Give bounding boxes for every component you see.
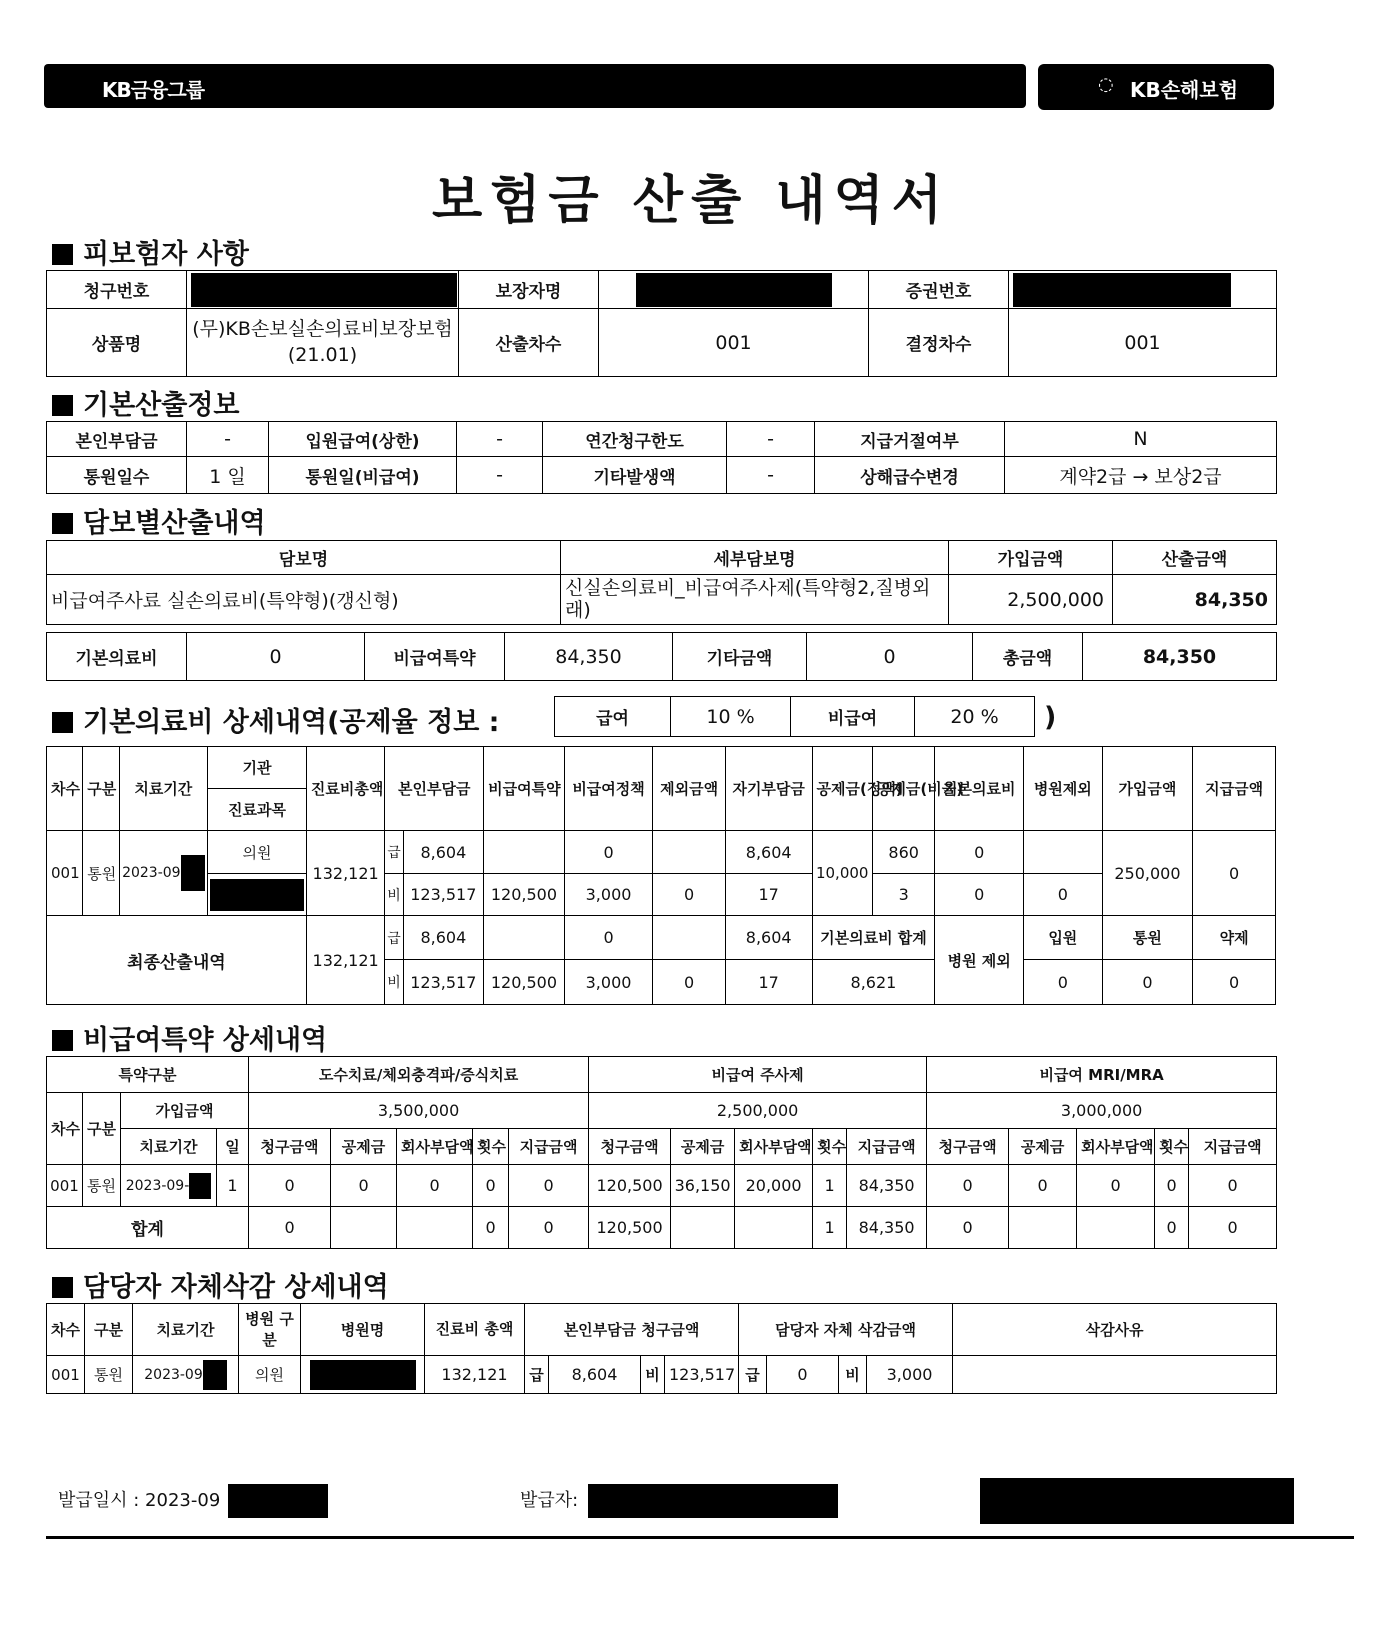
redaction [228, 1484, 328, 1518]
policy-no-label: 증권번호 [869, 271, 1009, 309]
bm-header: 기본의료비 [935, 747, 1024, 831]
nc-sub-header: 지급금액 [847, 1129, 927, 1165]
bm-final-total: 132,121 [306, 916, 385, 1005]
nc-total-cell: 0 [927, 1207, 1009, 1249]
bm-final-cell: 8,604 [725, 916, 812, 960]
basic-value: - [187, 422, 269, 457]
nc-insured-amount: 2,500,000 [589, 1093, 927, 1129]
nc-cell: 0 [1009, 1165, 1077, 1207]
bm-cell [484, 831, 565, 874]
staff-header: 치료기간 [133, 1304, 239, 1356]
nc-sub-header: 청구금액 [589, 1129, 671, 1165]
nc-sub-header: 지급금액 [1189, 1129, 1277, 1165]
nc-cell: 84,350 [847, 1165, 927, 1207]
calc-count-label: 산출차수 [459, 309, 599, 377]
nc-header: 일 [217, 1129, 249, 1165]
bm-header: 치료기간 [119, 747, 208, 831]
staff-header: 담당자 자체 삭감금액 [739, 1304, 953, 1356]
insured-name-value [599, 271, 869, 309]
bm-header: 차수 [47, 747, 83, 831]
coverage-insured-amount: 2,500,000 [949, 575, 1113, 625]
redaction-stamp [980, 1478, 1294, 1524]
covered-rate-label: 급여 [555, 697, 671, 737]
bm-header: 진료비총액 [306, 747, 385, 831]
redaction [310, 1360, 416, 1390]
basic-label: 기타발생액 [543, 457, 727, 494]
nc-insured-amount: 3,500,000 [249, 1093, 589, 1129]
section-basic-title: 기본산출정보 [52, 383, 240, 422]
bm-cell: 0 [564, 831, 653, 874]
nc-cell: 120,500 [589, 1165, 671, 1207]
bm-final-cell: 3,000 [564, 960, 653, 1005]
bm-final-cell: 0 [1193, 960, 1276, 1005]
nc-total-cell: 0 [1155, 1207, 1189, 1249]
policy-no-value [1009, 271, 1277, 309]
bm-final-header: 입원 [1024, 916, 1103, 960]
bm-final-cell: 120,500 [484, 960, 565, 1005]
bm-cell: 8,604 [725, 831, 812, 874]
nc-sub-header: 횟수 [1155, 1129, 1189, 1165]
bm-final-b-label: 비 [385, 960, 403, 1005]
bm-sum-label: 기본의료비 합계 [812, 916, 935, 960]
nc-group-header: 도수치료/체외충격파/증식치료 [249, 1057, 589, 1093]
bm-seq: 001 [47, 831, 83, 916]
bm-fixed-deduct: 10,000 [812, 831, 872, 916]
section-basic-medical-title: 기본의료비 상세내역(공제율 정보 : [52, 700, 499, 739]
staff-hospital-type: 의원 [239, 1356, 301, 1394]
staff-seq: 001 [47, 1356, 85, 1394]
bm-header: 비급여정책 [564, 747, 653, 831]
issuer-label: 발급자: [520, 1490, 579, 1511]
product-label: 상품명 [47, 309, 187, 377]
staff-total: 132,121 [425, 1356, 525, 1394]
basic-label: 연간청구한도 [543, 422, 727, 457]
nc-header: 가입금액 [121, 1093, 249, 1129]
nc-total-cell [331, 1207, 397, 1249]
summary-label: 비급여특약 [365, 633, 505, 681]
basic-value: - [727, 422, 815, 457]
redaction [191, 273, 457, 307]
basic-value: 계약2급 → 보상2급 [1005, 457, 1277, 494]
summary-value: 0 [187, 633, 365, 681]
bm-final-cell: 0 [564, 916, 653, 960]
redaction [588, 1484, 838, 1518]
nc-cell: 36,150 [671, 1165, 735, 1207]
bm-total: 132,121 [306, 831, 385, 916]
bm-g-label: 급 [385, 831, 403, 874]
calc-count-value: 001 [599, 309, 869, 377]
redaction [1013, 273, 1231, 307]
nc-total-cell: 120,500 [589, 1207, 671, 1249]
section-staff-title: 담당자 자체삭감 상세내역 [52, 1265, 389, 1304]
nc-sub-header: 청구금액 [927, 1129, 1009, 1165]
bm-final-label: 최종산출내역 [47, 916, 307, 1005]
nc-sub-header: 횟수 [473, 1129, 509, 1165]
bm-final-cell [653, 916, 726, 960]
summary-total-value: 84,350 [1083, 633, 1277, 681]
bm-cut-label: 병원 제외 [935, 916, 1024, 1005]
nc-total-cell: 0 [249, 1207, 331, 1249]
issue-date: 발급일시 : 2023-09 [58, 1490, 221, 1511]
staff-hospital-name [301, 1356, 425, 1394]
staff-period: 2023-09 [133, 1356, 239, 1394]
nc-count: 1 [217, 1165, 249, 1207]
bm-cell: 0 [653, 874, 726, 916]
nc-total-cell: 0 [473, 1207, 509, 1249]
kb-group-logo: KB금융그룹 [102, 78, 205, 102]
staff-header: 진료비 총액 [425, 1304, 525, 1356]
nc-sub-header: 공제금 [331, 1129, 397, 1165]
section-non-covered-title: 비급여특약 상세내역 [52, 1018, 327, 1057]
coverage-header: 가입금액 [949, 541, 1113, 575]
staff-header: 차수 [47, 1304, 85, 1356]
bm-final-cell: 123,517 [403, 960, 484, 1005]
basic-value: 1 일 [187, 457, 269, 494]
decision-count-value: 001 [1009, 309, 1277, 377]
basic-label: 입원급여(상한) [269, 422, 457, 457]
coverage-calc-amount: 84,350 [1113, 575, 1277, 625]
bm-cell: 17 [725, 874, 812, 916]
redaction [203, 1360, 227, 1390]
coverage-header: 산출금액 [1113, 541, 1277, 575]
bm-cell: 3 [872, 874, 934, 916]
bm-cell: 0 [1024, 874, 1103, 916]
coverage-header: 세부담보명 [561, 541, 949, 575]
nc-cell: 0 [1077, 1165, 1155, 1207]
basic-value: N [1005, 422, 1277, 457]
bm-final-header: 통원 [1102, 916, 1193, 960]
basic-label: 지급거절여부 [815, 422, 1005, 457]
header-left-bar [44, 64, 1026, 108]
summary-label: 기타금액 [673, 633, 807, 681]
redaction [181, 855, 205, 891]
coverage-detail: 신실손의료비_비급여주사제(특약형2,질병외래) [561, 575, 949, 625]
staff-type: 통원 [85, 1356, 133, 1394]
staff-cut-b-label: 비 [839, 1356, 867, 1394]
basic-label: 상해급수변경 [815, 457, 1005, 494]
nc-cell: 0 [331, 1165, 397, 1207]
nc-header: 치료기간 [121, 1129, 217, 1165]
bm-final-header: 약제 [1193, 916, 1276, 960]
bm-header: 기관 [208, 747, 307, 789]
bm-header: 자기부담금 [725, 747, 812, 831]
nc-cell: 0 [473, 1165, 509, 1207]
insured-table [46, 270, 1277, 377]
bm-pay: 0 [1193, 831, 1276, 916]
nc-group-header: 특약구분 [47, 1057, 249, 1093]
coverage-name: 비급여주사료 실손의료비(특약형)(갱신형) [47, 575, 561, 625]
nc-insured-amount: 3,000,000 [927, 1093, 1277, 1129]
coverage-header: 담보명 [47, 541, 561, 575]
nc-sub-header: 횟수 [813, 1129, 847, 1165]
bm-header: 지급금액 [1193, 747, 1276, 831]
bm-hospital: 의원 [208, 831, 307, 874]
nc-total-cell: 84,350 [847, 1207, 927, 1249]
bm-cell [653, 831, 726, 874]
bm-b-label: 비 [385, 874, 403, 916]
nc-cell: 0 [1189, 1165, 1277, 1207]
nc-cell: 1 [813, 1165, 847, 1207]
bm-cell: 860 [872, 831, 934, 874]
bm-sum-value: 8,621 [812, 960, 935, 1005]
non-covered-table [46, 1056, 1277, 1249]
bm-header: 진료과목 [208, 789, 307, 831]
nc-cell: 0 [1155, 1165, 1189, 1207]
section-insured-title: 피보험자 사항 [52, 232, 249, 271]
nc-seq: 001 [47, 1165, 83, 1207]
redaction [189, 1173, 211, 1199]
basic-value: - [727, 457, 815, 494]
nc-total-cell [1009, 1207, 1077, 1249]
summary-label: 기본의료비 [47, 633, 187, 681]
coverage-summary-table [46, 632, 1277, 681]
summary-value: 0 [807, 633, 973, 681]
section-coverage-title: 담보별산출내역 [52, 501, 266, 540]
nc-sub-header: 청구금액 [249, 1129, 331, 1165]
bm-cell [1024, 831, 1103, 874]
bm-final-cell: 8,604 [403, 916, 484, 960]
nc-type: 통원 [83, 1165, 121, 1207]
staff-cut-table [46, 1303, 1277, 1394]
bm-cell: 8,604 [403, 831, 484, 874]
paren-close: ) [1044, 702, 1057, 733]
bm-final-cell: 0 [1102, 960, 1193, 1005]
nc-sub-header: 회사부담액 [735, 1129, 813, 1165]
coverage-table [46, 540, 1277, 625]
staff-cut-g-label: 급 [739, 1356, 767, 1394]
basic-value: - [457, 422, 543, 457]
staff-cut-b-value: 3,000 [867, 1356, 953, 1394]
nc-sub-header: 지급금액 [509, 1129, 589, 1165]
bm-header: 공제금(비율) [872, 747, 934, 831]
summary-value: 84,350 [505, 633, 673, 681]
product-value: (무)KB손보실손의료비보장보험(21.01) [187, 309, 459, 377]
nc-total-cell: 0 [1189, 1207, 1277, 1249]
square-bullet-icon [52, 1030, 73, 1051]
bm-final-cell: 0 [1024, 960, 1103, 1005]
nc-sub-header: 회사부담액 [397, 1129, 473, 1165]
basic-medical-table [46, 746, 1276, 1005]
nc-header: 구분 [83, 1093, 121, 1165]
summary-label: 총금액 [973, 633, 1083, 681]
nc-total-cell [735, 1207, 813, 1249]
nc-cell: 0 [249, 1165, 331, 1207]
bm-cell: 0 [935, 831, 1024, 874]
staff-header: 병원 구분 [239, 1304, 301, 1356]
bm-period: 2023-09 [119, 831, 208, 916]
staff-header: 구분 [85, 1304, 133, 1356]
square-bullet-icon [52, 712, 73, 733]
bm-insured-amount: 250,000 [1102, 831, 1193, 916]
basic-label: 통원일수 [47, 457, 187, 494]
kb-insurance-logo: KB손해보험 [1130, 78, 1239, 102]
bm-final-cell: 0 [653, 960, 726, 1005]
staff-g-label: 급 [525, 1356, 549, 1394]
nc-total-label: 합계 [47, 1207, 249, 1249]
nc-total-cell [1077, 1207, 1155, 1249]
kb-insurance-logo-icon: ◌ [1098, 74, 1114, 95]
bm-cell: 120,500 [484, 874, 565, 916]
claim-no-label: 청구번호 [47, 271, 187, 309]
staff-header: 병원명 [301, 1304, 425, 1356]
basic-label: 본인부담금 [47, 422, 187, 457]
nc-total-cell [397, 1207, 473, 1249]
bm-cell: 3,000 [564, 874, 653, 916]
nc-cell: 0 [509, 1165, 589, 1207]
bm-header: 가입금액 [1102, 747, 1193, 831]
bm-cell: 123,517 [403, 874, 484, 916]
nc-group-header: 비급여 주사제 [589, 1057, 927, 1093]
nc-total-cell [671, 1207, 735, 1249]
decision-count-label: 결정차수 [869, 309, 1009, 377]
bm-header: 병원제외 [1024, 747, 1103, 831]
staff-b-value: 123,517 [665, 1356, 739, 1394]
header-right-bar [1038, 64, 1274, 110]
square-bullet-icon [52, 1277, 73, 1298]
bm-final-cell [484, 916, 565, 960]
noncovered-rate-value: 20 % [915, 697, 1035, 737]
nc-sub-header: 공제금 [671, 1129, 735, 1165]
square-bullet-icon [52, 395, 73, 416]
bm-final-g-label: 급 [385, 916, 403, 960]
staff-header: 삭감사유 [953, 1304, 1277, 1356]
staff-reason [953, 1356, 1277, 1394]
bm-header: 공제금(정액) [812, 747, 872, 831]
redaction [210, 879, 304, 911]
staff-cut-g-value: 0 [767, 1356, 839, 1394]
staff-b-label: 비 [641, 1356, 665, 1394]
page-title: 보험금 산출 내역서 [431, 171, 951, 231]
bm-header: 구분 [83, 747, 119, 831]
noncovered-rate-label: 비급여 [791, 697, 915, 737]
covered-rate-value: 10 % [671, 697, 791, 737]
square-bullet-icon [52, 513, 73, 534]
nc-sub-header: 회사부담액 [1077, 1129, 1155, 1165]
bm-header: 비급여특약 [484, 747, 565, 831]
bm-hospital-name [208, 874, 307, 916]
nc-header: 차수 [47, 1093, 83, 1165]
nc-cell: 20,000 [735, 1165, 813, 1207]
nc-period: 2023-09- [121, 1165, 217, 1207]
nc-total-cell: 1 [813, 1207, 847, 1249]
bm-final-cell: 17 [725, 960, 812, 1005]
bm-type: 통원 [83, 831, 119, 916]
claim-no-value [187, 271, 459, 309]
nc-total-cell: 0 [509, 1207, 589, 1249]
nc-sub-header: 공제금 [1009, 1129, 1077, 1165]
bm-cell: 0 [935, 874, 1024, 916]
staff-g-value: 8,604 [549, 1356, 641, 1394]
bm-header: 본인부담금 [385, 747, 484, 831]
bm-header: 제외금액 [653, 747, 726, 831]
redaction [636, 273, 832, 307]
insured-name-label: 보장자명 [459, 271, 599, 309]
nc-cell: 0 [927, 1165, 1009, 1207]
staff-header: 본인부담금 청구금액 [525, 1304, 739, 1356]
footer-divider [46, 1536, 1354, 1539]
basic-label: 통원일(비급여) [269, 457, 457, 494]
square-bullet-icon [52, 244, 73, 265]
nc-cell: 0 [397, 1165, 473, 1207]
deduction-rate-table [554, 696, 1035, 737]
basic-info-table [46, 421, 1277, 494]
nc-group-header: 비급여 MRI/MRA [927, 1057, 1277, 1093]
basic-value: - [457, 457, 543, 494]
